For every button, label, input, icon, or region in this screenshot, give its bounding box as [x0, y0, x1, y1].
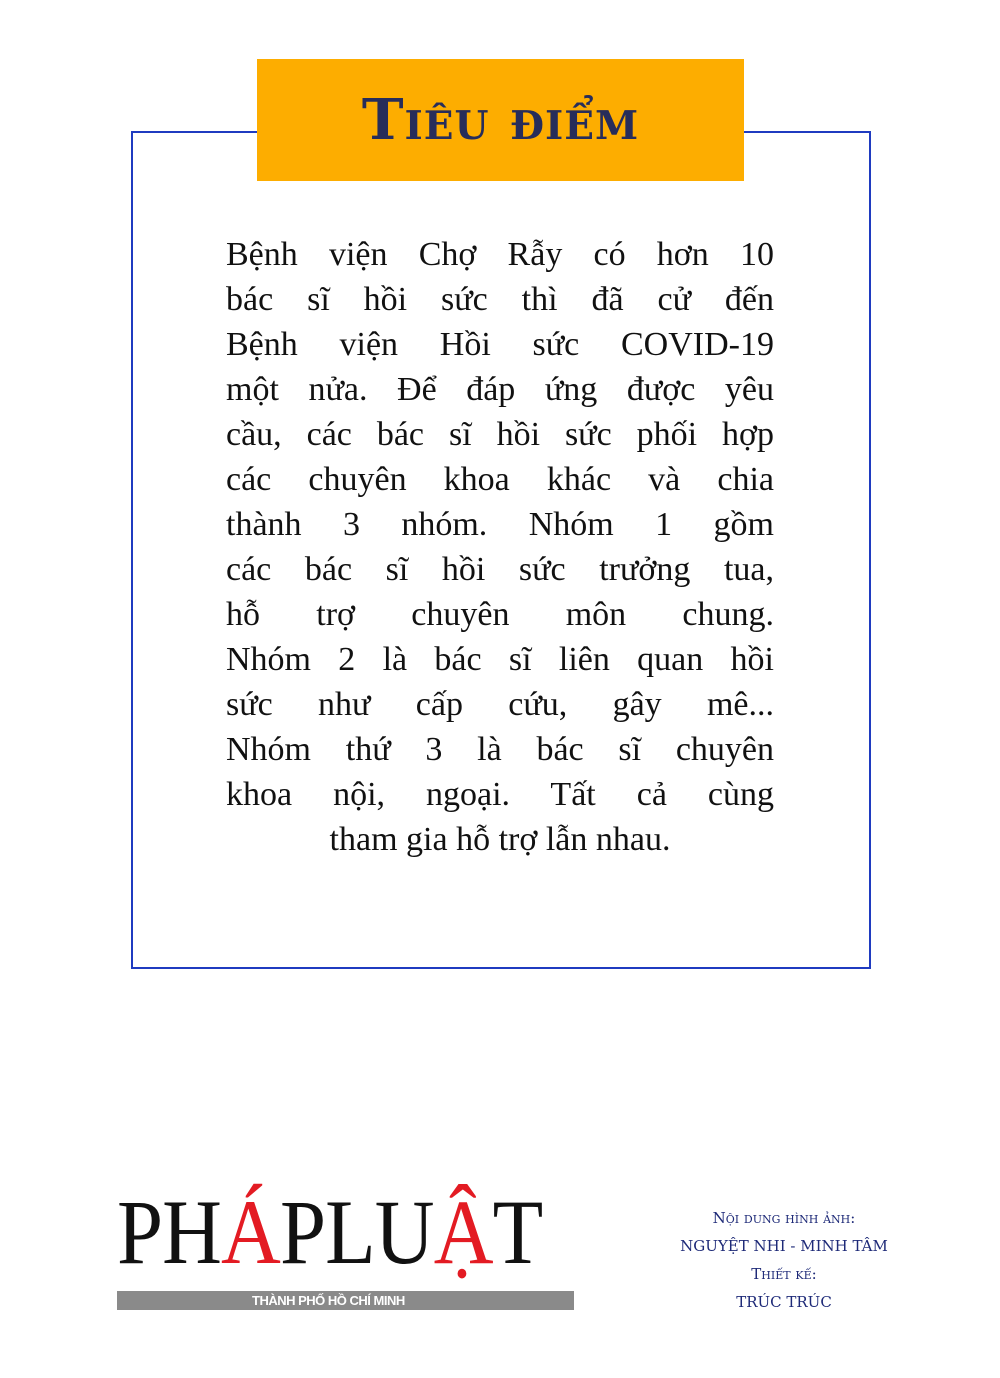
content-label: Nội dung hình ảnh:	[712, 1209, 856, 1227]
page-title: Tiêu điểm	[361, 87, 640, 153]
text-line: các chuyên khoa khác và chia	[226, 461, 774, 498]
text-line: hỗ trợ chuyên môn chung.	[226, 596, 774, 633]
design-label: Thiết kế:	[751, 1265, 817, 1283]
text-line: thành 3 nhóm. Nhóm 1 gồm	[226, 506, 774, 543]
logo-text: PLU	[279, 1181, 434, 1283]
logo-text: T	[492, 1181, 543, 1283]
text-line: cầu, các bác sĩ hồi sức phối hợp	[226, 416, 774, 453]
text-line: bác sĩ hồi sức thì đã cử đến	[226, 281, 774, 318]
logo-text: PH	[117, 1181, 222, 1283]
text-line: Bệnh viện Chợ Rẫy có hơn 10	[226, 236, 774, 273]
phap-luat-logo	[117, 1180, 574, 1311]
text-line: các bác sĩ hồi sức trưởng tua,	[226, 551, 774, 588]
text-line: Nhóm thứ 3 là bác sĩ chuyên	[226, 731, 774, 768]
logo-text-red: Á	[221, 1181, 280, 1283]
text-line: một nửa. Để đáp ứng được yêu	[226, 371, 774, 408]
text-line: Bệnh viện Hồi sức COVID-19	[226, 326, 774, 363]
title-banner	[257, 59, 744, 181]
designer: TRÚC TRÚC	[736, 1293, 832, 1311]
article-text	[226, 232, 774, 862]
logo-wordmark	[117, 1180, 542, 1284]
text-line: sức như cấp cứu, gây mê...	[226, 686, 774, 723]
content-authors: NGUYỆT NHI - MINH TÂM	[680, 1237, 888, 1255]
credits	[670, 1204, 898, 1316]
logo-text-red: Ậ	[433, 1181, 493, 1283]
text-line: khoa nội, ngoại. Tất cả cùng	[226, 776, 774, 813]
text-line: Nhóm 2 là bác sĩ liên quan hồi	[226, 641, 774, 678]
text-line: tham gia hỗ trợ lẫn nhau.	[329, 821, 671, 858]
logo-subtitle: THÀNH PHỐ HỒ CHÍ MINH	[252, 1293, 405, 1308]
